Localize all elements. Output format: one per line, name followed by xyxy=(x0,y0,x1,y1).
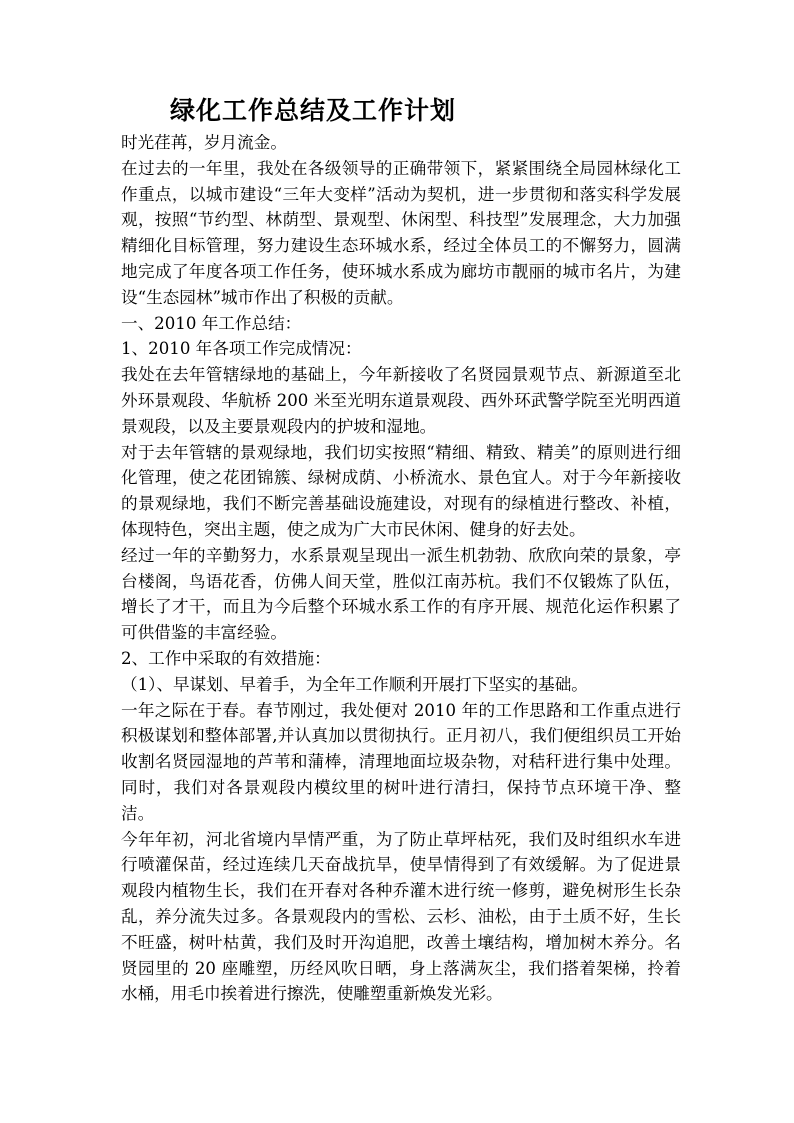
paragraph: 经过一年的辛勤努力，水系景观呈现出一派生机勃勃、欣欣向荣的景象，亭台楼阁，鸟语花香，仿佛人间天堂，胜似江南苏杭。我们不仅锻炼了队伍，增长了才干，而且为今后整个环城水系工作的有序开展、规范化运作积累了可供借鉴的丰富经验。 xyxy=(121,545,681,643)
subsection-heading: 2、工作中采取的有效措施： xyxy=(121,648,331,668)
paragraph: 今年年初，河北省境内旱情严重，为了防止草坪枯死，我们及时组织水车进行喷灌保苗，经过连续几天奋战抗旱，使旱情得到了有效缓解。为了促进景观段内植物生长，我们在开春对各种乔灌木进行统一修剪，避免树形生长杂乱，养分流失过多。各景观段内的雪松、云杉、油松，由于土质不好，生长不旺盛，树叶枯黄，我们及时开沟追肥，改善土壤结构，增加树木养分。名贤园里的 20 座雕塑，历经风吹日晒，身上落满灰尘，我们搭着架梯，拎着水桶，用毛巾挨着进行擦洗，使雕塑重新焕发光彩。 xyxy=(121,829,681,1004)
document-title: 绿化工作总结及工作计划 xyxy=(170,96,457,125)
paragraph: 我处在去年管辖绿地的基础上，今年新接收了名贤园景观节点、新源道至北外环景观段、华航桥 200 米至光明东道景观段、西外环武警学院至光明西道景观段，以及主要景观段内的护坡和湿地。 xyxy=(121,365,681,436)
subsection-heading: 1、2010 年各项工作完成情况： xyxy=(121,339,362,359)
paragraph: 对于去年管辖的景观绿地，我们切实按照“精细、精致、精美”的原则进行细化管理，使之花团锦簇、绿树成荫、小桥流水、景色宜人。对于今年新接收的景观绿地，我们不断完善基础设施建设，对现有的绿植进行整改、补植，体现特色，突出主题，使之成为广大市民休闲、健身的好去处。 xyxy=(121,442,681,539)
paragraph: 一年之际在于春。春节刚过，我处便对 2010 年的工作思路和工作重点进行积极谋划和整体部署,并认真加以贯彻执行。正月初八，我们便组织员工开始收割名贤园湿地的芦苇和蒲棒，清理地面垃圾杂物，对秸秆进行集中处理。同时，我们对各景观段内模纹里的树叶进行清扫，保持节点环境干净、整洁。 xyxy=(121,700,681,823)
section-heading: 一、2010 年工作总结： xyxy=(121,313,302,333)
item-heading: （1）、早谋划、早着手，为全年工作顺利开展打下坚实的基础。 xyxy=(121,674,588,694)
document-body xyxy=(121,130,681,1007)
paragraph: 在过去的一年里，我处在各级领导的正确带领下，紧紧围绕全局园林绿化工作重点，以城市建设“三年大变样”活动为契机，进一步贯彻和落实科学发展观，按照“节约型、林荫型、景观型、休闲型、科技型”发展理念，大力加强精细化目标管理，努力建设生态环城水系，经过全体员工的不懈努力，圆满地完成了年度各项工作任务，使环城水系成为廊坊市靓丽的城市名片，为建设“生态园林”城市作出了积极的贡献。 xyxy=(121,158,681,307)
paragraph: 时光荏苒，岁月流金。 xyxy=(121,133,287,152)
